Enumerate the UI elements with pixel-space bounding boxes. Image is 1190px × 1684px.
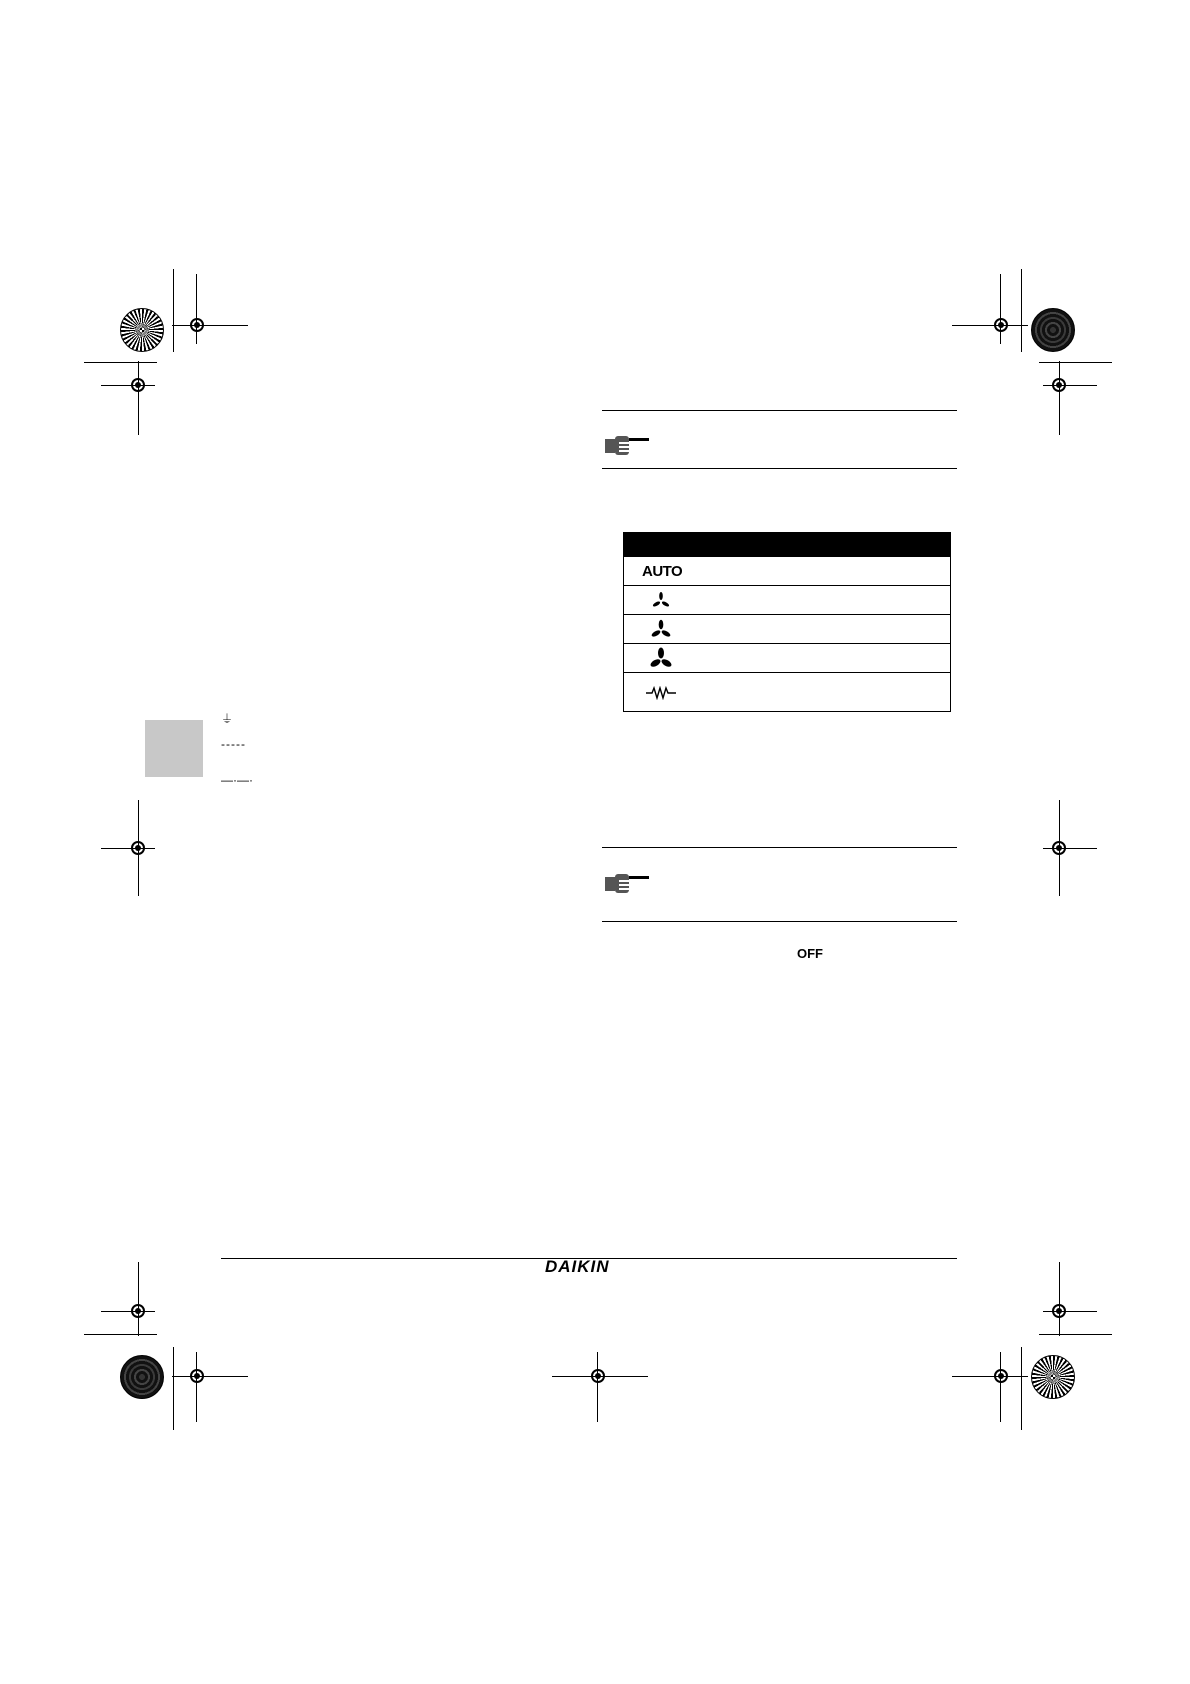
- auto-label: AUTO: [642, 562, 683, 580]
- register-cross: [1059, 361, 1060, 435]
- register-cross: [101, 1311, 155, 1312]
- table-row: [624, 557, 951, 586]
- register-cross: [196, 274, 197, 344]
- register-mark-icon: [190, 1369, 204, 1383]
- register-mark-icon: [190, 318, 204, 332]
- auto-cell: [624, 557, 951, 586]
- table-row: [624, 673, 951, 712]
- crop-mark: [84, 1334, 157, 1335]
- table-row: [624, 586, 951, 615]
- pointing-hand-note-icon: [605, 432, 651, 458]
- color-target-icon: [120, 308, 164, 352]
- fan-cell: [624, 586, 951, 615]
- fan-speed-table: [623, 532, 951, 712]
- heater-icon: [646, 686, 676, 700]
- note-rule-top: [602, 847, 957, 848]
- register-mark-icon: [1052, 1304, 1066, 1318]
- register-cross: [597, 1352, 598, 1422]
- table-row: [624, 615, 951, 644]
- note-rule-bottom: [602, 468, 957, 469]
- dash-dot-line-icon: —·—·: [221, 773, 253, 787]
- table-row: [624, 644, 951, 673]
- earth-ground-icon: ⏚: [221, 712, 234, 726]
- crop-mark: [1039, 1334, 1112, 1335]
- register-cross: [1000, 274, 1001, 344]
- register-mark-icon: [1052, 378, 1066, 392]
- register-mark-icon: [131, 378, 145, 392]
- daikin-logo: DAIKIN: [545, 1257, 610, 1276]
- heater-cell: [624, 673, 951, 712]
- fan-small-icon: [650, 589, 672, 611]
- fan-medium-icon: [649, 617, 673, 641]
- register-cross: [196, 1352, 197, 1422]
- chapter-tab: [145, 720, 203, 777]
- register-mark-icon: [994, 1369, 1008, 1383]
- crop-mark: [173, 269, 174, 352]
- fan-large-icon: [648, 645, 674, 671]
- register-cross: [138, 361, 139, 435]
- dashed-line-icon: -----: [221, 737, 246, 751]
- table-header-row: [624, 533, 951, 557]
- color-target-icon: [120, 1355, 164, 1399]
- register-cross: [1000, 1352, 1001, 1422]
- pointing-hand-note-icon: [605, 870, 651, 896]
- crop-mark: [1039, 362, 1112, 363]
- register-mark-icon: [1052, 841, 1066, 855]
- register-cross: [172, 325, 248, 326]
- crop-mark: [84, 362, 157, 363]
- register-cross: [101, 385, 155, 386]
- fan-cell: [624, 615, 951, 644]
- register-mark-icon: [994, 318, 1008, 332]
- register-mark-icon: [131, 1304, 145, 1318]
- crop-mark: [173, 1347, 174, 1430]
- register-mark-icon: [131, 841, 145, 855]
- off-mode-label: OFF: [797, 946, 823, 961]
- color-target-icon: [1031, 308, 1075, 352]
- register-cross: [101, 848, 155, 849]
- register-cross: [138, 1262, 139, 1336]
- note-rule-top: [602, 410, 957, 411]
- register-cross: [952, 325, 1028, 326]
- color-target-icon: [1031, 1355, 1075, 1399]
- register-cross: [1059, 1262, 1060, 1336]
- register-cross: [952, 1376, 1028, 1377]
- crop-mark: [1021, 269, 1022, 352]
- table-header: [624, 533, 951, 557]
- register-mark-icon: [591, 1369, 605, 1383]
- fan-cell: [624, 644, 951, 673]
- register-cross: [172, 1376, 248, 1377]
- note-rule-bottom: [602, 921, 957, 922]
- crop-mark: [1021, 1347, 1022, 1430]
